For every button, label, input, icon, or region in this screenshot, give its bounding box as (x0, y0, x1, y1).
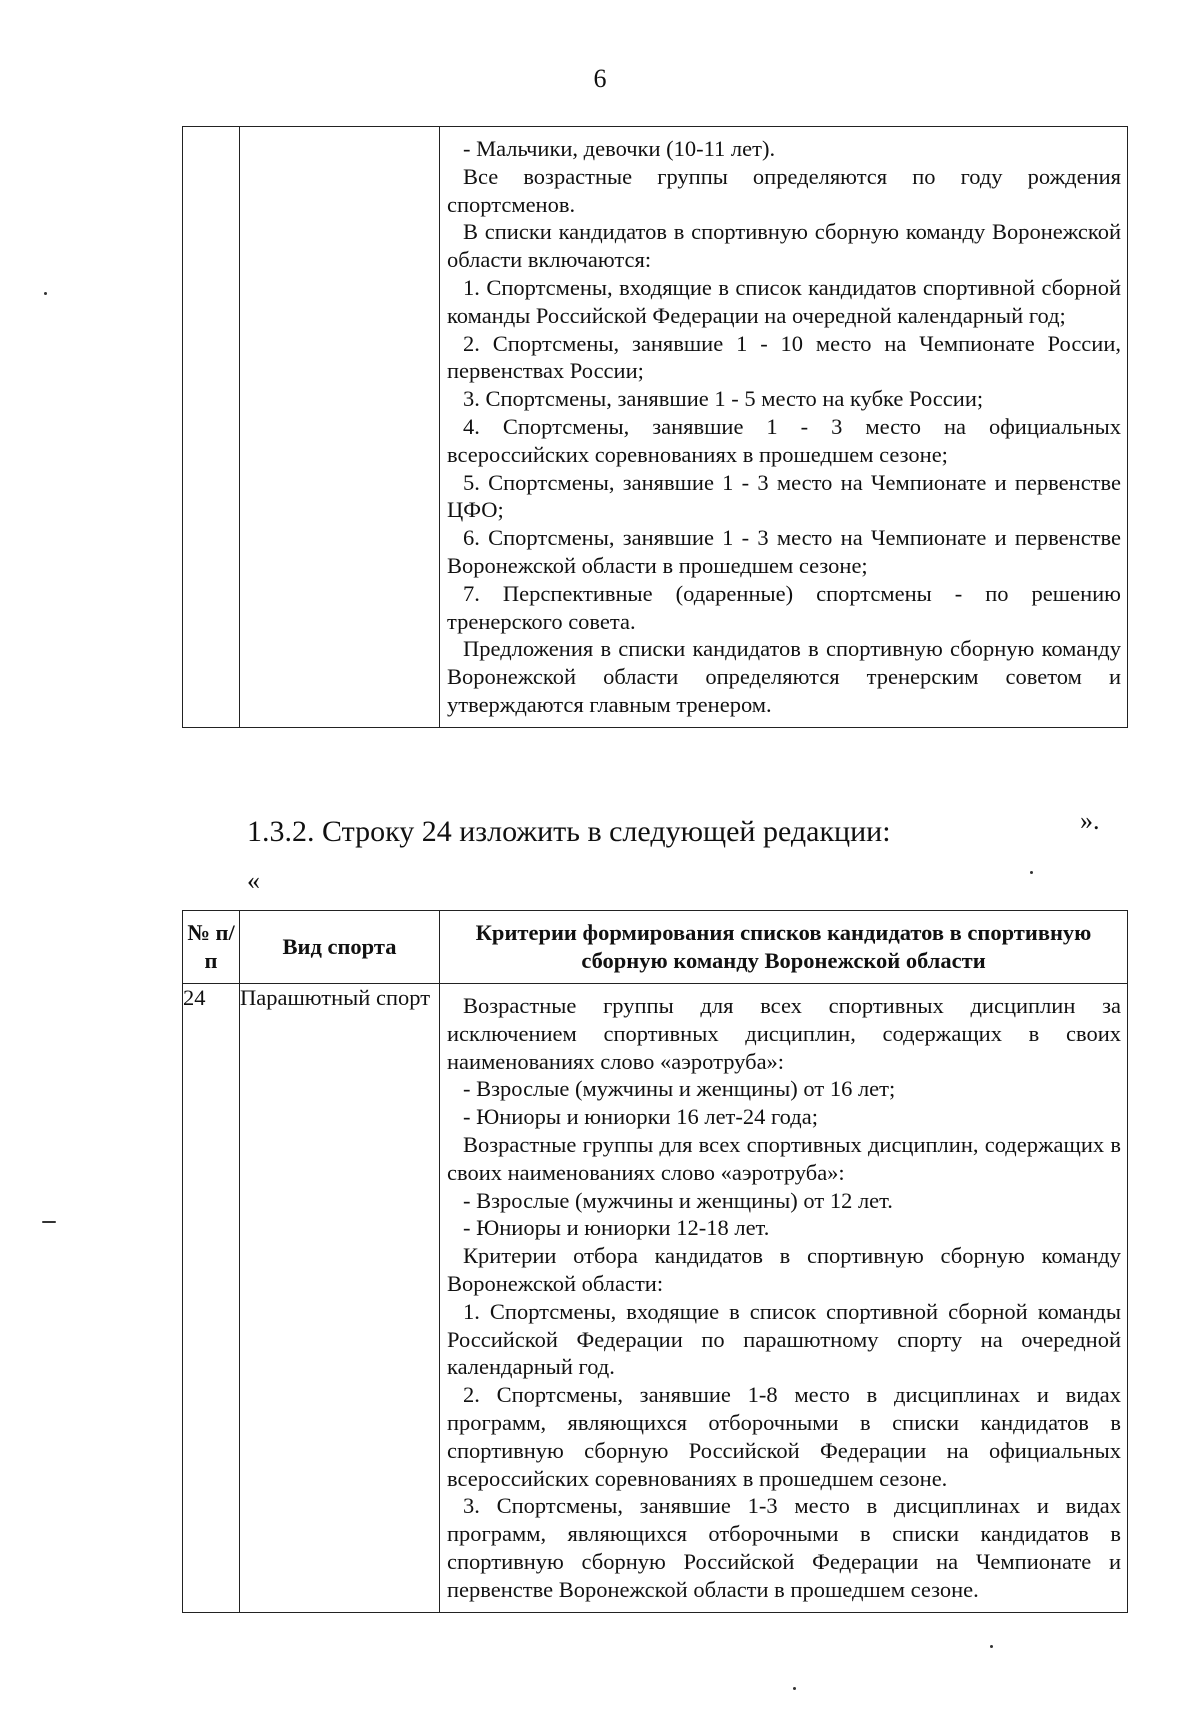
criteria-paragraph: Возрастные группы для всех спортивных дисциплин за исключением спортивных дисциплин, содержащих в своих наименованиях слово «аэротруба»: (447, 993, 1121, 1074)
criteria-table-continuation (182, 126, 1128, 728)
scan-speck (42, 1221, 56, 1223)
header-sport: Вид спорта (240, 911, 440, 984)
criteria-paragraph: 6. Спортсмены, занявшие 1 - 3 место на Чемпионате и первенстве Воронежской области в прошедшем сезоне; (447, 525, 1121, 578)
scan-speck (1030, 871, 1033, 874)
closing-quote: ». (1080, 806, 1100, 835)
criteria-paragraph: - Юниоры и юниорки 16 лет-24 года; (463, 1104, 818, 1130)
number-cell (183, 127, 240, 728)
amendment-instruction: 1.3.2. Строку 24 изложить в следующей редакции: (247, 815, 891, 848)
criteria-paragraph: 2. Спортсмены, занявшие 1-8 место в дисциплинах и видах программ, являющихся отборочными в списки кандидатов в спортивную сборную Российской Федерации на официальных всероссийских соревнованиях в прошедшем сезоне. (447, 1382, 1121, 1491)
criteria-paragraph: - Взрослые (мужчины и женщины) от 16 лет; (463, 1076, 896, 1102)
criteria-cell (440, 127, 1128, 728)
criteria-paragraph: 7. Перспективные (одаренные) спортсмены - по решению тренерского совета. (447, 580, 1121, 634)
page-number: 6 (593, 64, 607, 93)
sport-cell (240, 127, 440, 728)
criteria-paragraph: Возрастные группы для всех спортивных дисциплин, содержащих в своих наименованиях слово «аэротруба»: (447, 1131, 1121, 1185)
criteria-table (182, 910, 1128, 1613)
table-row (183, 984, 1128, 1613)
criteria-paragraph: - Юниоры и юниорки 12-18 лет. (463, 1215, 770, 1241)
scan-speck (793, 1687, 796, 1690)
scan-speck (44, 292, 47, 295)
scan-speck (990, 1645, 993, 1648)
header-criteria: Критерии формирования списков кандидатов в спортивную сборную команду Воронежской области (440, 911, 1128, 984)
criteria-paragraph: 1. Спортсмены, входящие в список кандидатов спортивной сборной команды Российской Федерации на очередной календарный год; (447, 274, 1121, 328)
criteria-cell (440, 984, 1128, 1613)
criteria-paragraph: 3. Спортсмены, занявшие 1-3 место в дисциплинах и видах программ, являющихся отборочными в списки кандидатов в спортивную сборную Российской Федерации на Чемпионате и первенстве Воронежской области в прошедшем сезоне. (447, 1493, 1121, 1602)
opening-quote: « (247, 866, 260, 895)
criteria-paragraph: Критерии отбора кандидатов в спортивную сборную команду Воронежской области: (447, 1243, 1121, 1296)
criteria-paragraph: Предложения в списки кандидатов в спортивную сборную команду Воронежской области определяются тренерским советом и утверждаются главным тренером. (447, 636, 1121, 717)
criteria-paragraph: Все возрастные группы определяются по году рождения спортсменов. (447, 163, 1121, 217)
criteria-paragraph: 5. Спортсмены, занявшие 1 - 3 место на Чемпионате и первенстве ЦФО; (447, 469, 1121, 523)
table-header-row (183, 911, 1128, 984)
criteria-paragraph: 2. Спортсмены, занявшие 1 - 10 место на Чемпионате России, первенствах России; (447, 330, 1121, 384)
criteria-paragraph: 4. Спортсмены, занявшие 1 - 3 место на официальных всероссийских соревнованиях в прошедшем сезоне; (447, 413, 1121, 467)
table-row (183, 127, 1128, 728)
criteria-paragraph: 1. Спортсмены, входящие в список спортивной сборной команды Российской Федерации по парашютному спорту на очередной календарный год. (447, 1298, 1121, 1380)
row-number: 24 (183, 984, 240, 1613)
row-sport: Парашютный спорт (240, 984, 440, 1613)
criteria-paragraph: В списки кандидатов в спортивную сборную команду Воронежской области включаются: (447, 219, 1121, 273)
criteria-paragraph: 3. Спортсмены, занявшие 1 - 5 место на кубке России; (463, 386, 984, 412)
header-number: № п/п (183, 911, 240, 984)
criteria-paragraph: - Взрослые (мужчины и женщины) от 12 лет. (463, 1187, 893, 1213)
criteria-paragraph: - Мальчики, девочки (10-11 лет). (463, 136, 776, 161)
